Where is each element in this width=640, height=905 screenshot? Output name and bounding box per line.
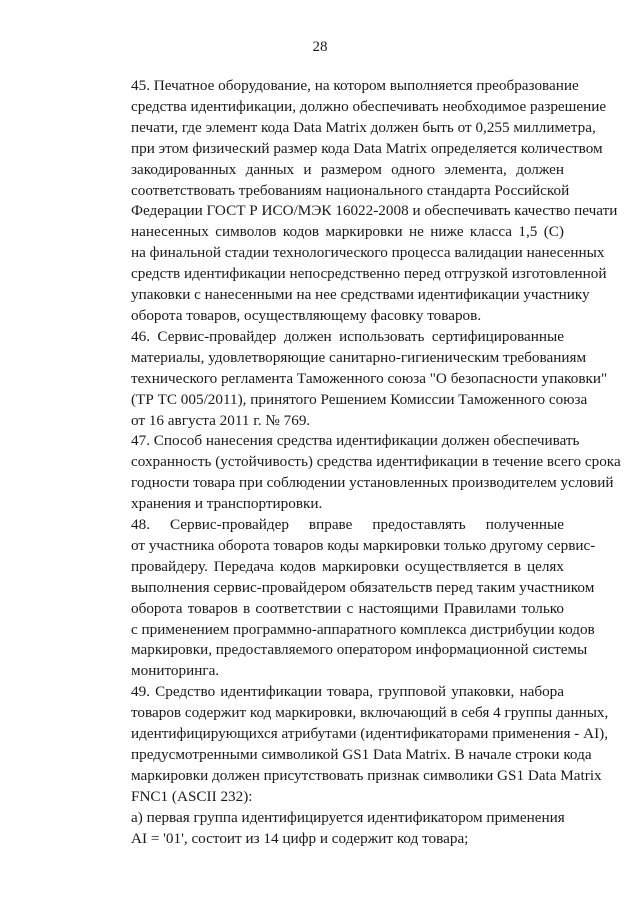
text-line: (ТР ТС 005/2011), принятого Решением Комиссии Таможенного союза	[131, 390, 588, 408]
page-number: 28	[312, 39, 328, 55]
text-line: материалы, удовлетворяющие санитарно-гигиеническим требованиям	[131, 348, 587, 366]
text-line: средства идентификации, должно обеспечивать необходимое разрешение	[131, 97, 607, 115]
paragraph	[84, 76, 618, 327]
text-line: идентифицирующихся атрибутами (идентификаторами применения - AI),	[131, 725, 609, 743]
text-line: 45. Печатное оборудование, на котором выполняется преобразование	[131, 77, 579, 94]
text-line: оборота товаров, осуществляющему фасовку товаров.	[131, 306, 482, 324]
text-line: мониторинга.	[131, 662, 220, 680]
text-line: 48. Сервис-провайдер вправе предоставлять полученные	[131, 516, 564, 534]
text-line: Федерации ГОСТ Р ИСО/МЭК 16022-2008 и обеспечивать качество печати	[131, 202, 618, 220]
text-line: AI = '01', состоит из 14 цифр и содержит код товара;	[131, 829, 469, 847]
text-line: при этом физический размер кода Data Matrix определяется количеством	[131, 139, 603, 157]
text-line: FNC1 (ASCII 232):	[131, 787, 253, 805]
text-line: предусмотренными символикой GS1 Data Matrix. В начале строки кода	[131, 746, 592, 763]
text-line: оборота товаров в соответствии с настоящими Правилами только	[131, 599, 564, 617]
text-line: выполнения сервис-провайдером обязательств перед таким участником	[131, 578, 595, 596]
text-line: с применением программно-аппаратного комплекса дистрибуции кодов	[131, 620, 595, 638]
text-line: а) первая группа идентифицируется идентификатором применения	[131, 808, 565, 826]
paragraph	[84, 515, 596, 682]
text-line: закодированных данных и размером одного элемента, должен	[131, 160, 564, 178]
text-line: маркировки должен присутствовать признак символики GS1 Data Matrix	[131, 766, 602, 784]
text-line: 47. Способ нанесения средства идентификации должен обеспечивать	[131, 432, 580, 450]
text-line: хранения и транспортировки.	[131, 495, 323, 513]
paragraph	[84, 808, 564, 850]
paragraph	[84, 327, 608, 432]
text-line: печати, где элемент кода Data Matrix должен быть от 0,255 миллиметра,	[131, 118, 596, 136]
paragraph	[84, 431, 621, 515]
text-line: товаров содержит код маркировки, включающий в себя 4 группы данных,	[131, 704, 609, 722]
text-line: средств идентификации непосредственно перед отгрузкой изготовленной	[131, 265, 607, 283]
paragraph	[84, 682, 609, 807]
text-line: нанесенных символов кодов маркировки не ниже класса 1,5 (С)	[131, 223, 564, 241]
text-line: провайдеру. Передача кодов маркировки осуществляется в целях	[131, 557, 564, 575]
text-line: 49. Средство идентификации товара, групповой упаковки, набора	[131, 683, 564, 701]
text-line: 46. Сервис-провайдер должен использовать сертифицированные	[131, 327, 564, 345]
text-line: от участника оборота товаров коды маркировки только другому сервис-	[131, 536, 596, 554]
text-line: от 16 августа 2011 г. № 769.	[131, 411, 311, 429]
document-body	[84, 76, 621, 850]
text-line: маркировки, предоставляемого оператором информационной системы	[131, 641, 588, 659]
text-line: соответствовать требованиям национального стандарта Российской	[131, 181, 570, 199]
text-line: сохранность (устойчивость) средства идентификации в течение всего срока	[131, 453, 621, 471]
text-line: упаковки с нанесенными на нее средствами идентификации участнику	[131, 286, 590, 304]
text-line: годности товара при соблюдении установленных производителем условий	[131, 474, 614, 492]
text-line: технического регламента Таможенного союза "О безопасности упаковки"	[131, 369, 608, 387]
text-line: на финальной стадии технологического процесса валидации нанесенных	[131, 244, 605, 262]
